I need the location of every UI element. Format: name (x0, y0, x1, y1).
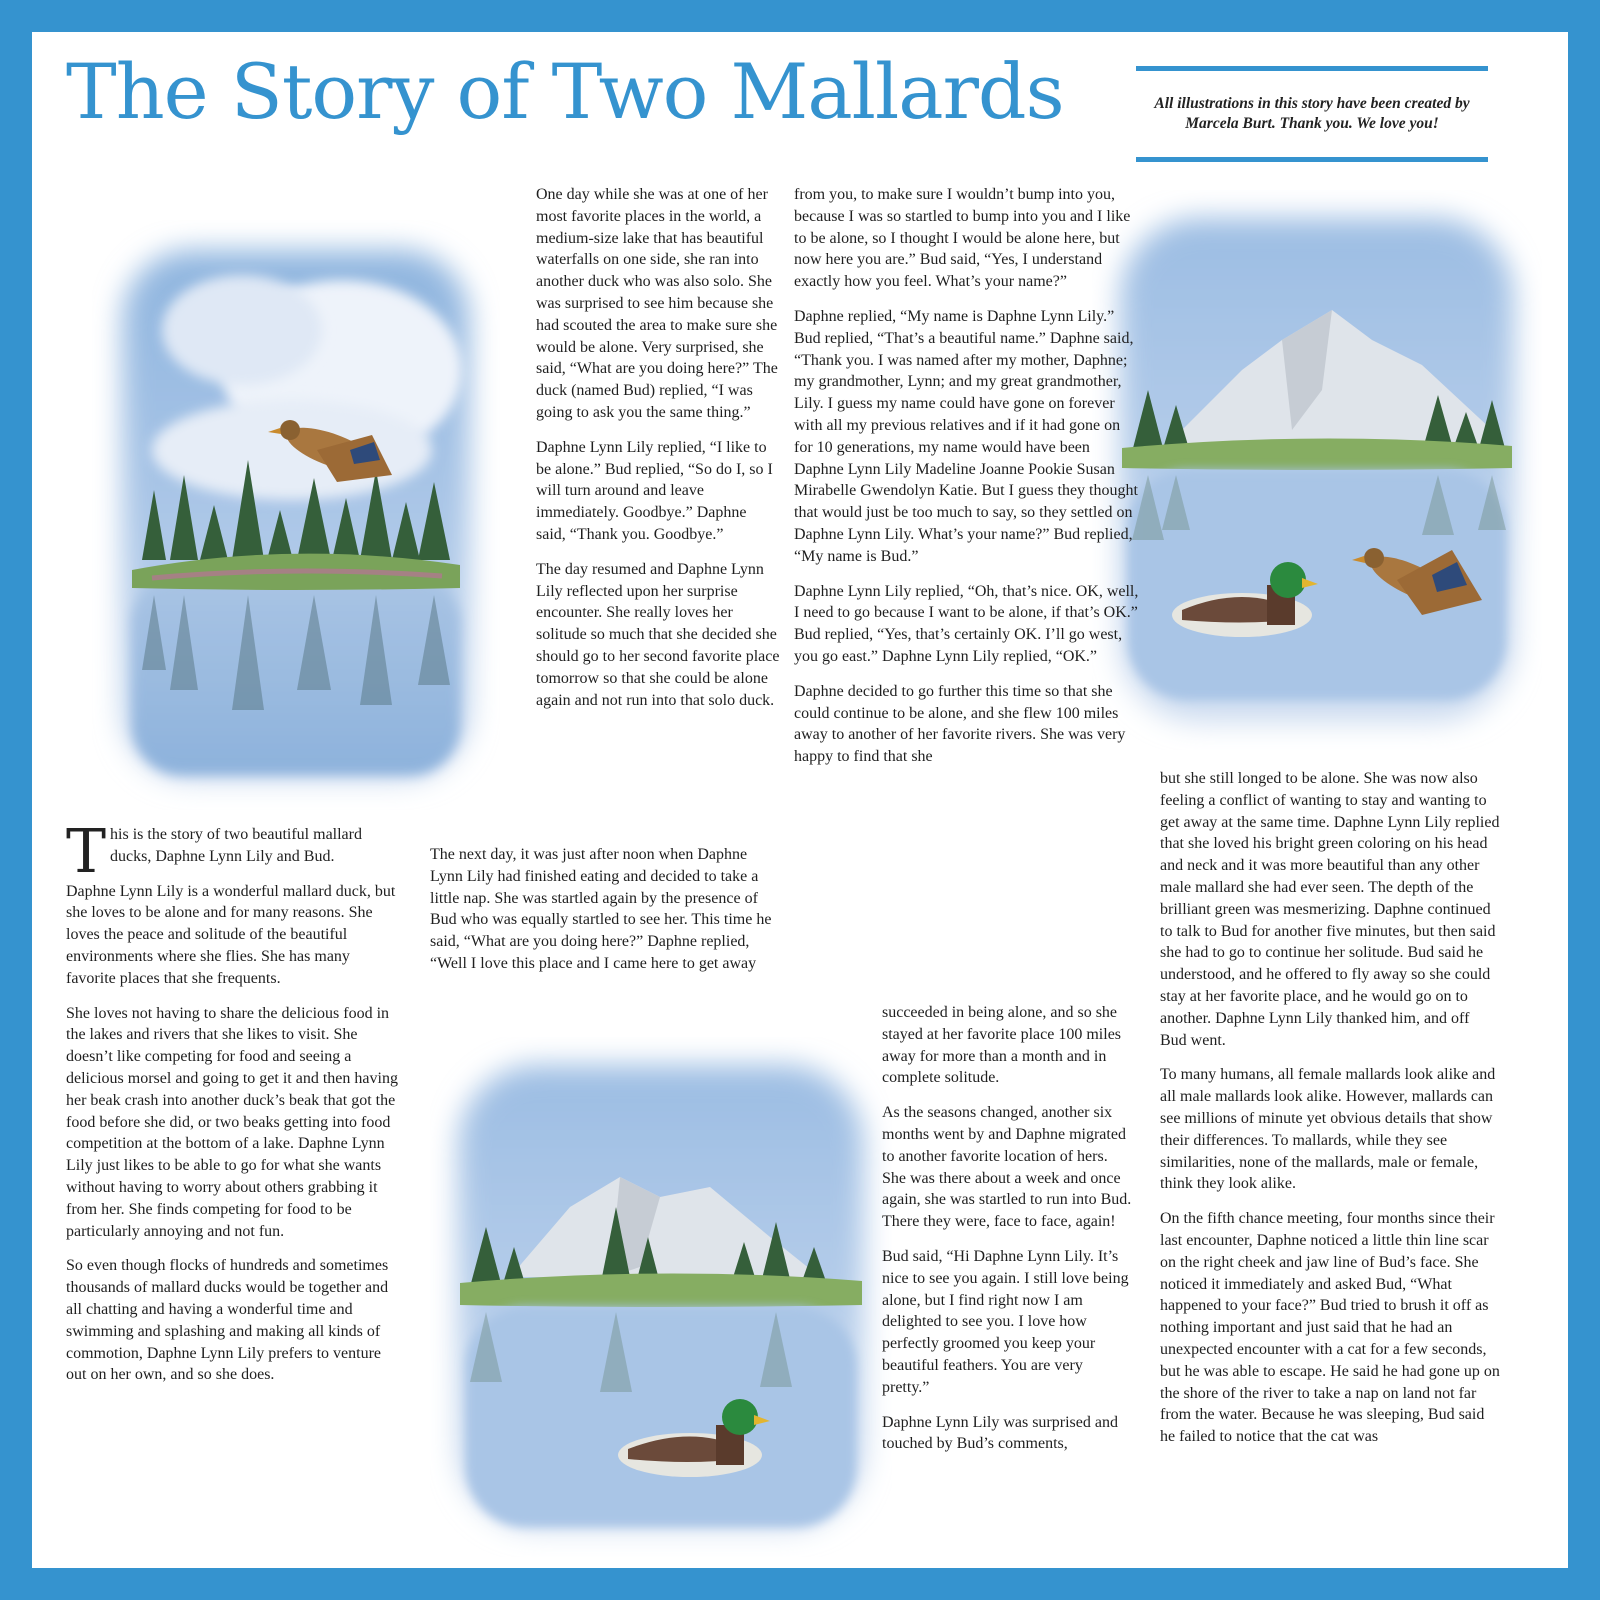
paragraph: Daphne replied, “My name is Daphne Lynn Lily.” Bud replied, “That’s a beautiful name.” Daphne said, “Thank you. I was named after my mother, Daphne; my grandmother, Lynn; and my great grandmother, Lily. I guess my name could have gone on forever with all my previous relatives and if it had gone on for 10 generations, my name would have been Daphne Lynn Lily Madeline Joanne Pookie Susan Mirabelle Gwendolyn Katie. But I guess they thought that would just be too much to say, so they settled on Daphne Lynn Lily. What’s your name?” Bud replied, “My name is Bud.” (794, 307, 1138, 565)
paragraph: As the seasons changed, another six months went by and Daphne migrated to another favorite location of hers. She was there about a week and once again, she was startled to run into Bud. There they were, face to face, again! (882, 1104, 1132, 1231)
illustration-flying-duck-forest (92, 220, 500, 810)
paragraph: She loves not having to share the delicious food in the lakes and rivers that she likes to visit. She doesn’t like competing for food and seeing a delicious morsel and going to get it and then having her beak crash into another duck’s beak that got the food before she did, or two beaks getting into food competition at the bottom of a lake. Daphne Lynn Lily just likes to be able to go for what she wants without having to worry about others grabbing it from her. She finds competing for food to be particularly annoying and not fun. (66, 1004, 398, 1240)
illustration-male-duck-mountain (430, 1037, 892, 1557)
paragraph: Daphne Lynn Lily was surprised and touched by Bud’s comments, (882, 1413, 1118, 1453)
column-2 (536, 184, 780, 724)
paragraph: On the fifth chance meeting, four months since their last encounter, Daphne noticed a little thin line scar on the right cheek and jaw line of Bud’s face. She noticed it immediately and asked Bud, “What happened to your face?” Bud tried to brush it off as nothing important and just said that he had an unexpected encounter with a cat for a few seconds, but he was able to escape. He said he had gone up on the shore of the river to take a nap on land not far from the water. Because he was sleeping, Bud said he failed to notice that the cat was (1160, 1210, 1500, 1446)
paragraph (66, 817, 402, 887)
paragraph: Daphne Lynn Lily replied, “Oh, that’s nice. OK, well, I need to go because I want to be alone, if that’s OK.” Bud replied, “Yes, that’s certainly OK. I’ll go west, you go east.” Daphne Lynn Lily replied, “OK.” (794, 582, 1139, 665)
column-2-continued (430, 844, 775, 988)
paragraph: The next day, it was just after noon when Daphne Lynn Lily had finished eating and decided to take a little nap. She was startled again by the presence of Bud who was equally startled to see her. This time he said, “What are you doing here?” Daphne replied, “Well I love this place and I came here to get away (430, 846, 772, 972)
paragraph: succeeded in being alone, and so she stayed at her favorite place 100 miles away for more than a month and in complete solitude. (882, 1004, 1122, 1087)
paragraph: The day resumed and Daphne Lynn Lily reflected upon her surprise encounter. She really loves her solitude so much that she decided she should go to her second favorite place tomorrow so that she could be alone again and not run into that solo duck. (536, 560, 780, 709)
paragraph: Daphne Lynn Lily replied, “I like to be alone.” Bud replied, “So do I, so I will turn around and leave immediately. Goodbye.” Daphne said, “Thank you. Goodbye.” (536, 438, 773, 543)
illustration-two-ducks-mountain (1092, 190, 1542, 750)
paragraph: but she still longed to be alone. She was now also feeling a conflict of wanting to stay and wanting to get away at the same time. Daphne Lynn Lily replied that she loved his bright green coloring on his head and neck and it was more beautiful than any other male mallard she had ever seen. The depth of the brilliant green was mesmerizing. Daphne continued to talk to Bud for another five minutes, but then said she had to go to continue her solitude. Bud said he understood, and he offered to fly away so she could stay at her favorite place, and he would go on to another. Daphne Lynn Lily thanked him, and off Bud went. (1160, 770, 1500, 1049)
column-1 (66, 817, 402, 1399)
illustration-credit: All illustrations in this story have been created by Marcela Burt. Thank you. We love you! (1136, 66, 1488, 162)
paragraph: To many humans, all female mallards look alike and all male mallards look alike. However, mallards can see millions of minute yet obvious details that show their differences. To mallards, while they see similarities, none of the mallards, male or female, think they look alike. (1160, 1066, 1496, 1193)
paragraph-text: his is the story of two beautiful mallard ducks, Daphne Lynn Lily and Bud. (110, 826, 362, 865)
column-4 (1160, 768, 1500, 1461)
page (32, 32, 1568, 1568)
column-3-continued (882, 1002, 1134, 1468)
paragraph: One day while she was at one of her most favorite places in the world, a medium-size lake that has beautiful waterfalls on one side, she ran into another duck who was also solo. She was surprised to see him because she had scouted the area to make sure she would be alone. Very surprised, she said, “What are you doing here?” The duck (named Bud) replied, “I was going to ask you the same thing.” (536, 186, 778, 421)
paragraph: Daphne Lynn Lily is a wonderful mallard duck, but she loves to be alone and for many reasons. She loves the peace and solitude of the beautiful environments where she flies. She has many favorite places that she frequents. (66, 882, 396, 987)
paragraph: Bud said, “Hi Daphne Lynn Lily. It’s nice to see you again. I still love being alone, but I find right now I am delighted to see you. I love how perfectly groomed you keep your beautiful feathers. You are very pretty.” (882, 1247, 1129, 1396)
column-3 (794, 184, 1140, 781)
drop-cap: T (66, 817, 107, 887)
paragraph: from you, to make sure I wouldn’t bump into you, because I was so startled to bump into you and I like to be alone, so I thought I would be alone here, but now here you are.” Bud said, “Yes, I understand exactly how you feel. What’s your name?” (794, 186, 1131, 291)
paragraph: So even though flocks of hundreds and sometimes thousands of mallard ducks would be together and all chatting and having a wonderful time and swimming and splashing and making all kinds of commotion, Daphne Lynn Lily prefers to venture out on her own, and so she does. (66, 1257, 389, 1384)
page-title: The Story of Two Mallards (66, 47, 1064, 136)
paragraph: Daphne decided to go further this time so that she could continue to be alone, and she flew 100 miles away to another of her favorite rivers. She was very happy to find that she (794, 682, 1126, 766)
